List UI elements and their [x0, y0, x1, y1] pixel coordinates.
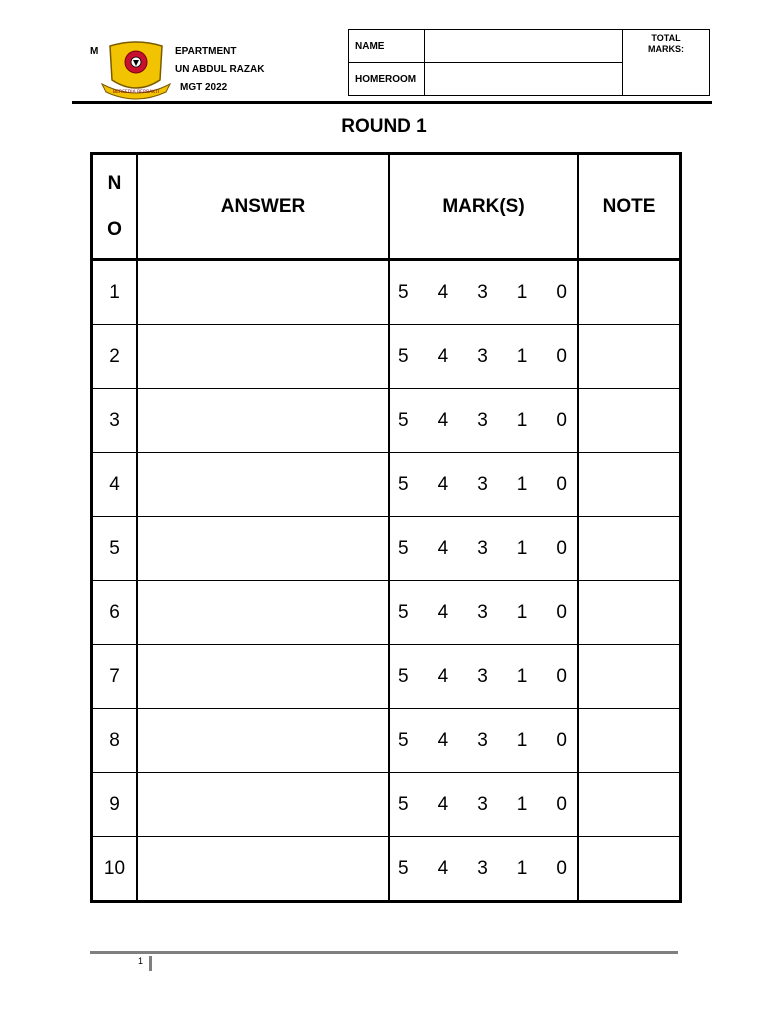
crest-motto: BERSEDIA BERBAKTI	[113, 90, 159, 95]
table-row	[92, 389, 681, 453]
mark-options	[390, 282, 577, 304]
marks-cell	[389, 325, 578, 389]
mark-option[interactable]: 3	[477, 793, 488, 815]
note-cell[interactable]	[578, 453, 681, 517]
answer-sheet-table	[90, 152, 682, 903]
mark-options	[390, 730, 577, 752]
header-divider	[72, 101, 712, 104]
mark-option[interactable]: 4	[437, 537, 449, 559]
mark-option[interactable]: 1	[516, 281, 528, 303]
mark-option[interactable]: 4	[437, 857, 449, 879]
mark-option[interactable]: 0	[556, 665, 567, 687]
mark-option[interactable]: 5	[398, 537, 409, 559]
answer-cell[interactable]	[137, 837, 389, 902]
school-name-text: UN ABDUL RAZAK	[175, 64, 265, 75]
mark-option[interactable]: 4	[437, 409, 449, 431]
student-info-table	[348, 29, 710, 96]
table-header-row	[92, 154, 681, 260]
mark-option[interactable]: 0	[556, 857, 567, 879]
mark-option[interactable]: 5	[398, 793, 409, 815]
mark-option[interactable]: 1	[516, 345, 528, 367]
answer-cell[interactable]	[137, 325, 389, 389]
mark-option[interactable]: 0	[556, 537, 567, 559]
homeroom-label: HOMEROOM	[349, 63, 425, 96]
marks-cell	[389, 709, 578, 773]
mark-options	[390, 346, 577, 368]
total-marks-label: TOTAL MARKS:	[648, 33, 684, 54]
marks-cell	[389, 645, 578, 709]
page-title: ROUND 1	[341, 116, 427, 137]
row-number: 7	[92, 645, 138, 709]
header-marks: MARK(S)	[389, 154, 578, 260]
footer-divider	[90, 951, 678, 954]
mark-option[interactable]: 4	[437, 729, 449, 751]
mark-option[interactable]: 3	[477, 665, 488, 687]
mark-options	[390, 538, 577, 560]
mark-option[interactable]: 3	[477, 857, 488, 879]
marks-cell	[389, 389, 578, 453]
department-text: EPARTMENT	[175, 46, 237, 57]
mark-option[interactable]: 4	[437, 473, 449, 495]
marks-cell	[389, 453, 578, 517]
answer-cell[interactable]	[137, 453, 389, 517]
header-answer: ANSWER	[137, 154, 389, 260]
mark-options	[390, 474, 577, 496]
row-number: 4	[92, 453, 138, 517]
row-number: 10	[92, 837, 138, 902]
mark-options	[390, 858, 577, 880]
name-label: NAME	[349, 30, 425, 63]
table-row	[92, 325, 681, 389]
row-number: 5	[92, 517, 138, 581]
mark-option[interactable]: 3	[477, 281, 488, 303]
table-body	[92, 260, 681, 902]
mark-option[interactable]: 1	[516, 537, 528, 559]
mark-option[interactable]: 1	[516, 473, 528, 495]
mark-option[interactable]: 5	[398, 281, 409, 303]
mark-option[interactable]: 4	[437, 601, 449, 623]
mark-option[interactable]: 1	[516, 729, 528, 751]
table-row	[92, 709, 681, 773]
answer-cell[interactable]	[137, 773, 389, 837]
mark-option[interactable]: 5	[398, 665, 409, 687]
mark-option[interactable]: 0	[556, 281, 567, 303]
answer-cell[interactable]	[137, 581, 389, 645]
answer-cell[interactable]	[137, 517, 389, 581]
note-cell[interactable]	[578, 325, 681, 389]
answer-cell[interactable]	[137, 645, 389, 709]
total-marks-field[interactable]	[623, 30, 710, 96]
mark-option[interactable]: 4	[437, 345, 449, 367]
mark-option[interactable]: 4	[437, 665, 449, 687]
mark-option[interactable]: 5	[398, 345, 409, 367]
mark-option[interactable]: 5	[398, 729, 409, 751]
mark-option[interactable]: 0	[556, 345, 567, 367]
mark-option[interactable]: 3	[477, 473, 488, 495]
row-number: 2	[92, 325, 138, 389]
table-row	[92, 773, 681, 837]
note-cell[interactable]	[578, 773, 681, 837]
table-row	[92, 453, 681, 517]
mark-option[interactable]: 3	[477, 409, 488, 431]
marks-cell	[389, 837, 578, 902]
mark-option[interactable]: 0	[556, 601, 567, 623]
table-row	[92, 581, 681, 645]
page-number-bar	[149, 956, 152, 971]
header-no	[92, 154, 138, 260]
marks-cell	[389, 581, 578, 645]
mark-option[interactable]: 1	[516, 601, 528, 623]
answer-cell[interactable]	[137, 260, 389, 325]
marks-cell	[389, 773, 578, 837]
table-row	[92, 837, 681, 902]
name-field[interactable]	[425, 30, 623, 63]
homeroom-field[interactable]	[425, 63, 623, 96]
header-no-line1: N	[107, 172, 122, 194]
answer-cell[interactable]	[137, 709, 389, 773]
table-row	[92, 517, 681, 581]
school-initial: M	[90, 46, 99, 57]
school-crest-logo	[100, 40, 172, 100]
row-number: 8	[92, 709, 138, 773]
mark-option[interactable]: 0	[556, 409, 567, 431]
mark-option[interactable]: 3	[477, 729, 488, 751]
note-cell[interactable]	[578, 645, 681, 709]
note-cell[interactable]	[578, 709, 681, 773]
mark-option[interactable]: 4	[437, 281, 449, 303]
row-number: 3	[92, 389, 138, 453]
mark-options	[390, 666, 577, 688]
mark-option[interactable]: 1	[516, 409, 528, 431]
mark-option[interactable]: 3	[477, 345, 488, 367]
mark-option[interactable]: 0	[556, 793, 567, 815]
page-number: 1	[138, 956, 144, 966]
mark-option[interactable]: 5	[398, 473, 409, 495]
marks-cell	[389, 260, 578, 325]
mark-options	[390, 602, 577, 624]
mark-option[interactable]: 1	[516, 857, 528, 879]
header-note: NOTE	[578, 154, 681, 260]
row-number: 9	[92, 773, 138, 837]
row-number: 1	[92, 260, 138, 325]
mark-option[interactable]: 4	[437, 793, 449, 815]
mark-option[interactable]: 0	[556, 473, 567, 495]
note-cell[interactable]	[578, 389, 681, 453]
note-cell[interactable]	[578, 517, 681, 581]
event-text: MGT 2022	[180, 82, 228, 93]
answer-cell[interactable]	[137, 389, 389, 453]
mark-option[interactable]: 5	[398, 409, 409, 431]
mark-option[interactable]: 5	[398, 857, 409, 879]
mark-options	[390, 410, 577, 432]
marks-cell	[389, 517, 578, 581]
mark-option[interactable]: 0	[556, 729, 567, 751]
note-cell[interactable]	[578, 581, 681, 645]
table-row	[92, 260, 681, 325]
row-number: 6	[92, 581, 138, 645]
mark-option[interactable]: 1	[516, 793, 528, 815]
note-cell[interactable]	[578, 260, 681, 325]
mark-option[interactable]: 3	[477, 537, 488, 559]
mark-option[interactable]: 3	[477, 601, 488, 623]
table-row	[92, 645, 681, 709]
header-no-line2: O	[107, 218, 122, 240]
note-cell[interactable]	[578, 837, 681, 902]
mark-option[interactable]: 1	[516, 665, 528, 687]
mark-option[interactable]: 5	[398, 601, 409, 623]
mark-options	[390, 794, 577, 816]
